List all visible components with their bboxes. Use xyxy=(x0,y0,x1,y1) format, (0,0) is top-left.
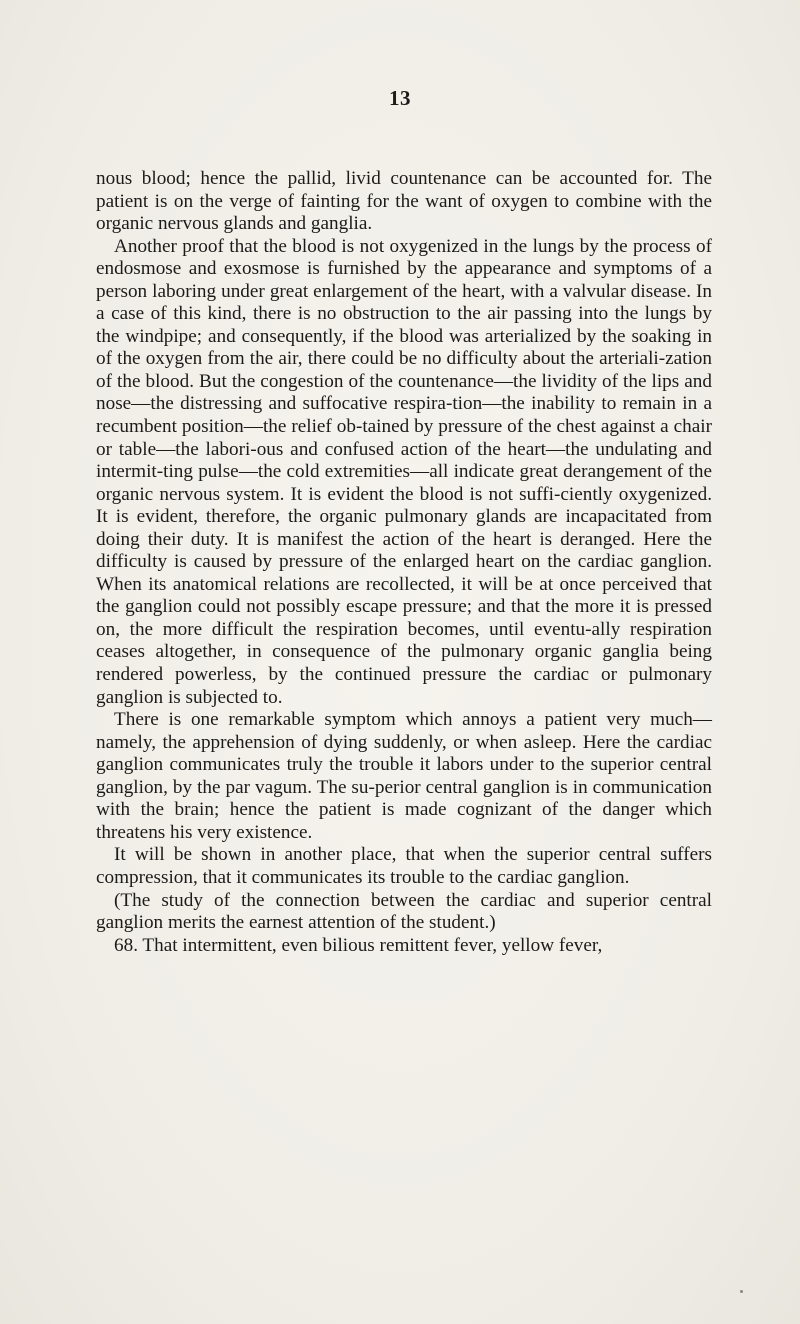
paragraph-5: (The study of the connection between the cardiac and superior central ganglion merits the earnest attention of the student.) xyxy=(96,889,712,934)
paper-speck xyxy=(740,1290,743,1293)
paragraph-2: Another proof that the blood is not oxygenized in the lungs by the process of endosmose and exosmose is furnished by the appearance and symptoms of a person laboring under great enlargement of the heart, with a valvular disease. In a case of this kind, there is no obstruction to the air passing into the lungs by the windpipe; and consequently, if the blood was arterialized by the soaking in of the oxygen from the air, there could be no difficulty about the arteriali-zation of the blood. But the congestion of the countenance—the lividity of the lips and nose—the distressing and suffocative respira-tion—the inability to remain in a recumbent position—the relief ob-tained by pressure of the chest against a chair or table—the labori-ous and confused action of the heart—the undulating and intermit-ting pulse—the cold extremities—all indicate great derangement of the organic nervous system. It is evident the blood is not suffi-ciently oxygenized. It is evident, therefore, the organic pulmonary glands are incapacitated from doing their duty. It is manifest the action of the heart is deranged. Here the difficulty is caused by pressure of the enlarged heart on the cardiac ganglion. When its anatomical relations are recollected, it will be at once perceived that the ganglion could not possibly escape pressure; and that the more it is pressed on, the more difficult the respiration becomes, until eventu-ally respiration ceases altogether, in consequence of the pulmonary organic ganglia being rendered powerless, by the continued pressure the cardiac or pulmonary ganglion is subjected to. xyxy=(96,235,712,708)
page-number: 13 xyxy=(389,86,411,110)
body-text xyxy=(96,168,712,957)
paragraph-1: nous blood; hence the pallid, livid countenance can be accounted for. The patient is on the verge of fainting for the want of oxygen to combine with the organic nervous glands and ganglia. xyxy=(96,168,712,235)
paragraph-4: It will be shown in another place, that when the superior central suffers compression, that it communicates its trouble to the cardiac ganglion. xyxy=(96,844,712,888)
paragraph-6: 68. That intermittent, even bilious remittent fever, yellow fever, xyxy=(114,934,603,956)
paragraph-3: There is one remarkable symptom which annoys a patient very much—namely, the apprehension of dying suddenly, or when asleep. Here the cardiac ganglion communicates truly the trouble it labors under to the superior central ganglion, by the par vagum. The su-perior central ganglion is in communication with the brain; hence the patient is made cognizant of the danger which threatens his very existence. xyxy=(96,709,712,843)
